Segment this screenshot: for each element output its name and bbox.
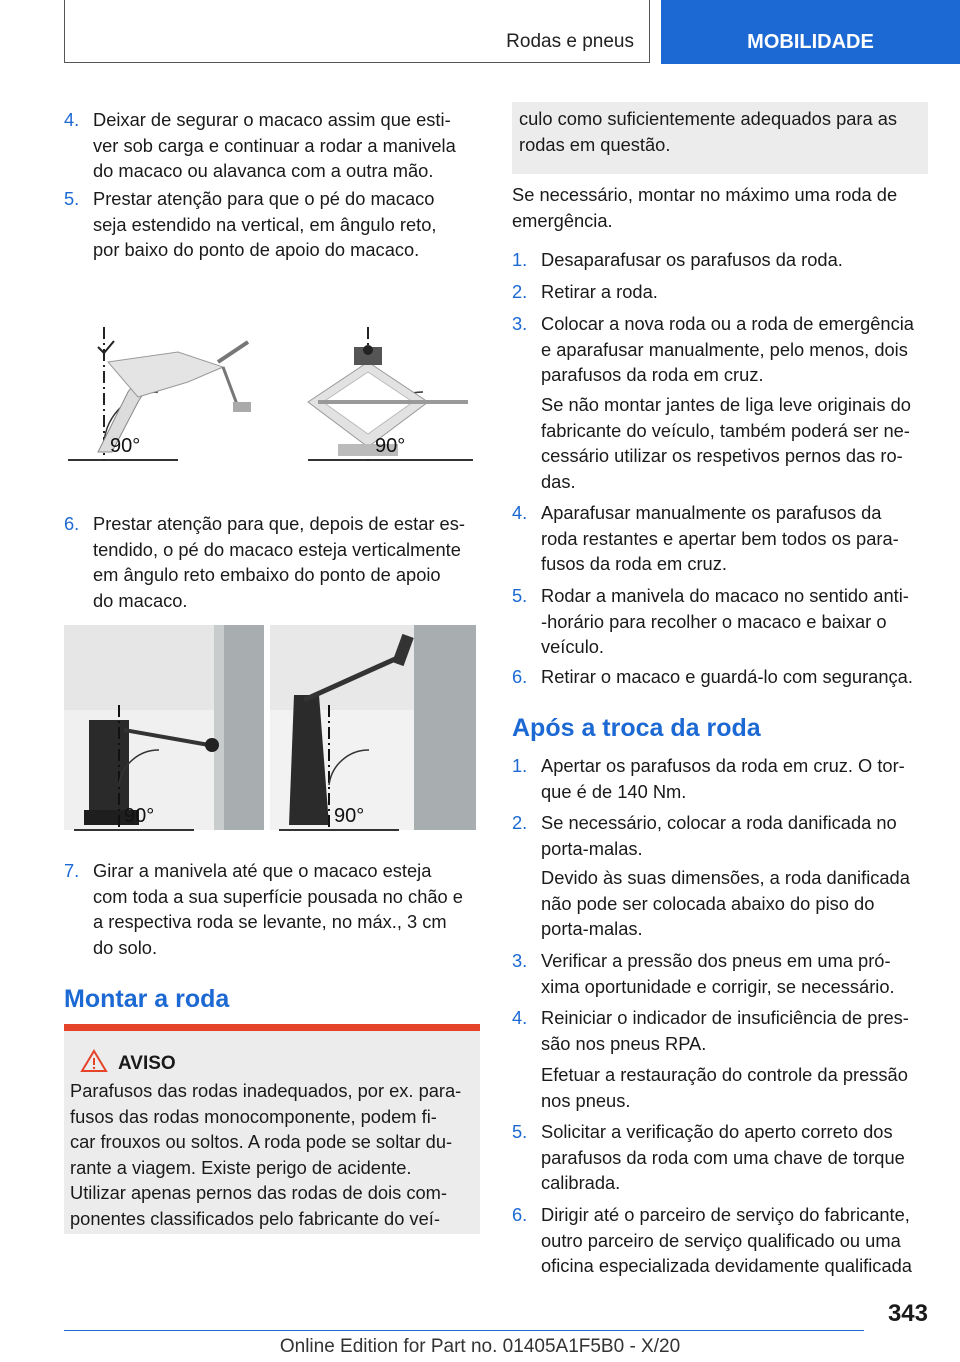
text-line: Deixar de segurar o macaco assim que esti- [93, 109, 451, 130]
text-line: a respectiva roda se levante, no máx., 3 cm [93, 911, 447, 932]
step-number: 2. [512, 281, 528, 302]
step-number: 1. [512, 755, 528, 776]
jack-under-car-figure [64, 625, 476, 833]
warning-box [64, 1031, 480, 1234]
step-number: 1. [512, 249, 528, 270]
text-line: Aparafusar manualmente os parafusos da [541, 502, 882, 523]
step-text [541, 392, 911, 494]
text-line: culo como suficientemente adequados para as [519, 108, 898, 129]
text-line: que é de 140 Nm. [541, 780, 687, 802]
chapter-tab: MOBILIDADE [661, 0, 960, 64]
text-line: Parafusos das rodas inadequados, por ex. para- [70, 1080, 462, 1101]
step-text [541, 500, 899, 577]
text-line: Dirigir até o parceiro de serviço do fabricante, [541, 1204, 910, 1225]
text-line: Efetuar a restauração do controle da pressão [541, 1064, 908, 1085]
step-text [541, 948, 895, 999]
text-line: não pode ser colocada abaixo do piso do [541, 892, 875, 914]
text-line: -horário para recolher o macaco e baixar o [541, 610, 887, 632]
text-line: calibrada. [541, 1172, 621, 1193]
text-line: por baixo do ponto de apoio do macaco. [93, 239, 420, 260]
text-line: das. [541, 470, 576, 492]
warning-continued-box [512, 102, 928, 174]
warning-triangle-icon [80, 1049, 108, 1073]
text-line: Apertar os parafusos da roda em cruz. O tor- [541, 755, 905, 776]
page-number: 343 [887, 1300, 928, 1327]
text-line: Se não montar jantes de liga leve originais do [541, 394, 911, 415]
text-line: Prestar atenção para que, depois de estar es- [93, 513, 465, 534]
text-line: outro parceiro de serviço qualificado ou uma [541, 1229, 901, 1251]
text-line: Girar a manivela até que o macaco esteja [93, 860, 432, 881]
step-number: 4. [512, 1007, 528, 1028]
text-line: car frouxos ou soltos. A roda pode se soltar du- [70, 1131, 453, 1152]
text-line: seja estendido na vertical, em ângulo reto, [93, 213, 437, 235]
step-number: 5. [512, 1121, 528, 1142]
text-line: com toda a sua superfície pousada no chão e [93, 885, 463, 907]
text-line: nos pneus. [541, 1089, 631, 1111]
text-line: roda restantes e apertar bem todos os para- [541, 527, 899, 549]
step-number: 3. [512, 950, 528, 971]
text-line: parafusos da roda em cruz. [541, 364, 764, 385]
text-line: do solo. [93, 936, 158, 958]
step-text [93, 186, 437, 263]
step-text [541, 810, 897, 861]
text-line: rante a viagem. Existe perigo de acidente. [70, 1156, 412, 1178]
warning-bar [64, 1024, 480, 1031]
step-number: 7. [64, 860, 80, 881]
text-line: porta-malas. [541, 918, 643, 939]
footer-text: Online Edition for Part no. 01405A1F5B0 - X/20 [279, 1336, 681, 1357]
step-text [541, 1202, 912, 1279]
step-text [541, 1119, 905, 1196]
step-text [541, 865, 910, 942]
warning-continued-text [519, 106, 897, 157]
step-text [541, 1005, 909, 1056]
step-text [93, 511, 465, 613]
text-line: emergência. [512, 209, 613, 231]
step-text [93, 858, 463, 960]
text-line: em ângulo reto embaixo do ponto de apoio [93, 564, 441, 585]
text-line: oficina especializada devidamente qualificada [541, 1255, 912, 1276]
text-line: parafusos da roda com uma chave de torque [541, 1146, 905, 1168]
heading-apos-troca: Após a troca da roda [512, 714, 761, 742]
intro-paragraph [512, 182, 897, 233]
step-number: 4. [512, 502, 528, 523]
text-line: do macaco ou alavanca com a outra mão. [93, 160, 434, 181]
text-line: xima oportunidade e corrigir, se necessário. [541, 975, 895, 997]
text-line: Utilizar apenas pernos das rodas de dois com- [70, 1182, 447, 1203]
step-number: 6. [512, 1204, 528, 1225]
section-title: Rodas e pneus [506, 31, 634, 52]
step-text [541, 311, 914, 388]
step-text [93, 107, 456, 184]
step-number: 2. [512, 812, 528, 833]
step-number: 5. [512, 585, 528, 606]
text-line: Solicitar a verificação do aperto correto dos [541, 1121, 893, 1142]
jack-angle-figure [68, 322, 478, 467]
text-line: veículo. [541, 636, 605, 657]
text-line: Se necessário, montar no máximo uma roda de [512, 184, 898, 205]
angle-label: 90° [110, 435, 141, 457]
step-number: 6. [512, 666, 528, 687]
text-line: Verificar a pressão dos pneus em uma pró- [541, 950, 891, 971]
step-text [541, 753, 905, 804]
text-line: ver sob carga e continuar a rodar a manivela [93, 134, 456, 156]
text-line: porta-malas. [541, 837, 643, 859]
warning-title: AVISO [118, 1053, 176, 1074]
text-line: são nos pneus RPA. [541, 1032, 707, 1054]
step-number: 4. [64, 109, 80, 130]
text-line: Retirar o macaco e guardá-lo com segurança. [541, 666, 913, 687]
angle-label: 90° [334, 805, 365, 827]
text-line: Reiniciar o indicador de insuficiência de pres- [541, 1007, 909, 1028]
angle-label: 90° [124, 805, 155, 827]
text-line: rodas em questão. [519, 133, 671, 155]
heading-montar-roda: Montar a roda [64, 985, 230, 1013]
text-line: Desaparafusar os parafusos da roda. [541, 249, 843, 270]
angle-label: 90° [375, 435, 406, 457]
text-line: fusos das rodas monocomponente, podem fi- [70, 1105, 437, 1127]
footer-rule [64, 1330, 864, 1331]
text-line: Devido às suas dimensões, a roda danificada [541, 867, 910, 888]
text-line: do macaco. [93, 589, 188, 611]
page-header [64, 0, 960, 64]
text-line: tendido, o pé do macaco esteja verticalmente [93, 538, 461, 560]
text-line: fusos da roda em cruz. [541, 553, 727, 574]
text-line: e aparafusar manualmente, pelo menos, dois [541, 338, 908, 360]
step-text [541, 583, 909, 660]
text-line: ponentes classificados pelo fabricante do veí- [70, 1207, 440, 1229]
text-line: Colocar a nova roda ou a roda de emergência [541, 313, 914, 334]
step-text [541, 279, 658, 305]
step-text [541, 247, 843, 273]
text-line: Prestar atenção para que o pé do macaco [93, 188, 435, 209]
step-number: 6. [64, 513, 80, 534]
text-line: cessário utilizar os respetivos pernos das ro- [541, 445, 903, 466]
text-line: Retirar a roda. [541, 281, 658, 302]
step-text [541, 1062, 908, 1113]
step-text [541, 664, 913, 690]
text-line: fabricante do veículo, também poderá ser ne- [541, 419, 910, 441]
warning-text [70, 1078, 476, 1231]
step-number: 5. [64, 188, 80, 209]
text-line: Rodar a manivela do macaco no sentido anti- [541, 585, 909, 606]
step-number: 3. [512, 313, 528, 334]
text-line: Se necessário, colocar a roda danificada no [541, 812, 897, 833]
